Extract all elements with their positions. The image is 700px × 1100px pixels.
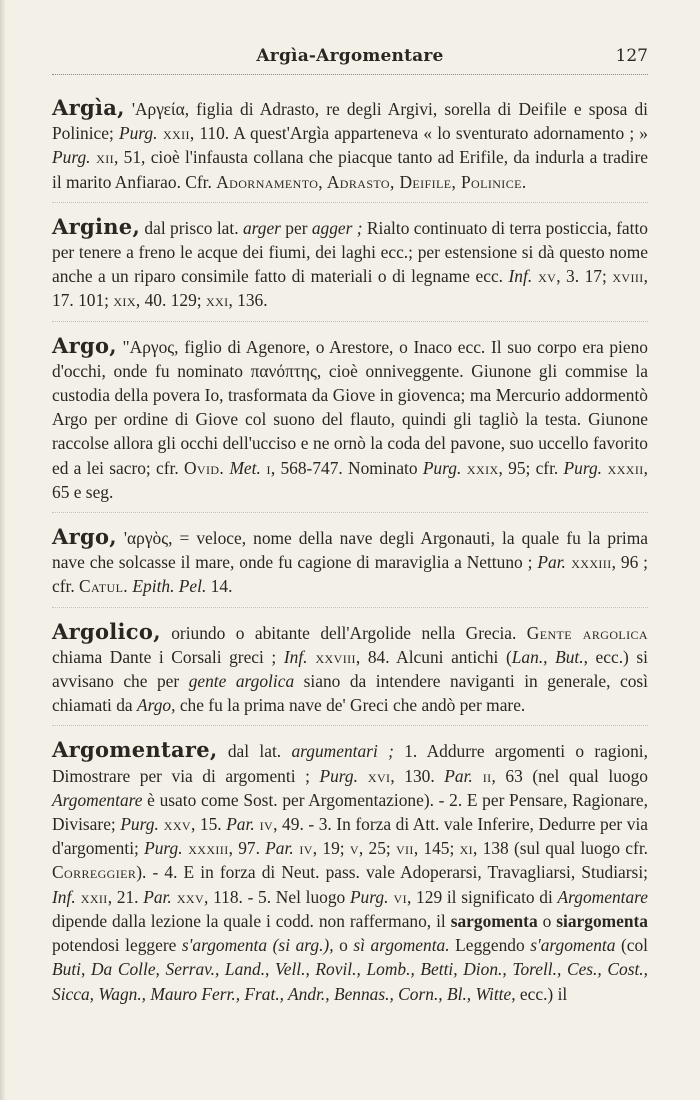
entry-italic-text: Argomentare bbox=[557, 886, 649, 907]
entry-text: 'Αργεία, figlia di Adrasto, re degli Argivi, sorella di Deifile e sposa di Polinice; bbox=[52, 99, 648, 144]
entry-headword: Argo, bbox=[52, 332, 117, 358]
entry-italic-text: Purg. bbox=[422, 457, 462, 478]
entry-text: , 25; bbox=[358, 838, 396, 859]
entry-italic-text: sì argomenta. bbox=[353, 935, 450, 956]
entry-smallcaps-text: xv bbox=[532, 266, 557, 287]
entry-text: , 49. - 3. In forza di Att. vale Inferire, Dedurre per via d'argomenti; bbox=[52, 814, 649, 859]
dictionary-entry bbox=[52, 203, 648, 322]
entry-italic-text: argumentari ; bbox=[291, 741, 394, 762]
entry-text: , 95; cfr. bbox=[498, 457, 564, 478]
entry-text: , 65 e seg. bbox=[52, 457, 648, 502]
entry-text: Leggendo bbox=[449, 935, 531, 956]
entry-italic-text: s'argomenta (si arg.), bbox=[181, 935, 334, 956]
entry-smallcaps-text: xviii bbox=[612, 266, 644, 287]
entry-text: , 138 (sul qual luogo cfr. bbox=[473, 838, 648, 859]
entry-italic-text: Par. bbox=[143, 886, 172, 907]
entry-smallcaps-text: xxviii bbox=[307, 646, 356, 667]
entry-bold-text: siargomenta bbox=[556, 910, 649, 931]
entry-text: "Αργος, figlio di Agenore, o Arestore, o Inaco ecc. Il suo corpo era pieno d'occhi, onde fu nominato πανόπτης, cioè onniveggente. Giunone gli commise la custodia della povera Io, trasformata da Giove in giovenca; ma Mercurio addormentò Argo per ordine di Giove col suono del flauto, quindi gli tagliò la testa. Giunone raccolse allora gli occhi dell'ucciso e ne ornò la coda del pavone, suo uccello favorito ed a lei sacro; cfr. bbox=[52, 336, 648, 478]
entry-smallcaps-text: xxi bbox=[205, 290, 229, 311]
entry-italic-text: Purg. bbox=[563, 457, 602, 478]
entry-smallcaps-text: i bbox=[260, 457, 271, 478]
entry-text: potendosi leggere bbox=[52, 935, 182, 956]
entry-italic-text: Lan., But. bbox=[511, 646, 584, 667]
entry-smallcaps-text: xii bbox=[90, 147, 115, 168]
entry-text: o bbox=[537, 910, 557, 931]
entry-smallcaps-text: ii bbox=[472, 765, 492, 786]
entry-italic-text: Par. bbox=[265, 838, 294, 859]
entry-text: , 97. bbox=[228, 838, 266, 859]
entry-smallcaps-text: vi bbox=[388, 886, 407, 907]
entry-smallcaps-text: Correggier bbox=[52, 862, 137, 883]
entry-text: , 118. - 5. Nel luogo bbox=[204, 886, 350, 907]
entry-text: , 3. 17; bbox=[556, 266, 613, 287]
entry-smallcaps-text: Catul. bbox=[79, 576, 129, 597]
dictionary-entry bbox=[52, 608, 648, 727]
running-header bbox=[52, 46, 648, 76]
entry-text: Rialto continuato di terra posticcia, fatto per tenere a freno le acque dei fiumi, dei laghi ecc.; per estensione si dà questo nome anche a un riparo consimile fatto di materiali o di legname ecc. bbox=[52, 217, 648, 287]
entry-italic-text: Inf. bbox=[52, 886, 76, 907]
entry-smallcaps-text: xxxiii bbox=[182, 838, 229, 859]
entry-text: chiama Dante i Corsali greci ; bbox=[52, 646, 284, 667]
entry-smallcaps-text: xxii bbox=[157, 123, 190, 144]
entry-headword: Argine, bbox=[52, 213, 141, 239]
entry-italic-text: Buti, Da Colle, Serrav., Land., Vell., Rovil., Lomb., Betti, Dion., Torell., Ces., Cost., Sicca, Wagn., Mauro Ferr., Frat., Andr., Bennas., Corn., Bl., Witte, bbox=[52, 959, 648, 1004]
entry-smallcaps-text: Adornamento, Adrasto, Deifile, Polinice. bbox=[216, 171, 527, 192]
entry-text: è usato come Sost. per Argomentazione). - 2. E per Pensare, Ragionare, Divisare; bbox=[52, 789, 648, 835]
dictionary-entry bbox=[52, 322, 648, 513]
running-title: Argìa-Argomentare bbox=[256, 46, 444, 66]
entry-text: , 130. bbox=[390, 765, 445, 786]
entry-text: dal lat. bbox=[217, 741, 292, 762]
entry-italic-text: Par. bbox=[444, 765, 473, 786]
entry-smallcaps-text: xxix bbox=[461, 457, 499, 478]
entry-text: , 51, cioè l'infausta collana che piacque tanto ad Erifile, da indurla a tradire il marito Anfiarao. Cfr. bbox=[52, 147, 648, 192]
entry-smallcaps-text: Ovid. bbox=[183, 457, 225, 478]
entry-text: 1. Addurre argomenti o ragioni, Dimostrare per via di argomenti ; bbox=[52, 741, 648, 786]
entry-smallcaps-text: xxii bbox=[75, 886, 108, 907]
entry-text: , 63 (nel qual luogo bbox=[491, 765, 648, 786]
entry-smallcaps-text: iv bbox=[254, 814, 274, 835]
entry-italic-text: Argo, bbox=[136, 695, 176, 716]
entry-italic-text: Inf. bbox=[283, 646, 308, 667]
entry-smallcaps-text: xxv bbox=[171, 886, 205, 907]
entry-text: , ecc.) si avvisano che per bbox=[52, 646, 649, 692]
entry-italic-text: Purg. bbox=[52, 147, 91, 168]
entry-headword: Argolico, bbox=[52, 618, 161, 644]
entry-text: , 110. A quest'Argìa apparteneva « lo sventurato adornamento ; » bbox=[189, 123, 648, 144]
entry-text: , 19; bbox=[312, 838, 350, 859]
entry-text: che fu la prima nave de' Greci che andò per mare. bbox=[175, 695, 526, 716]
entry-smallcaps-text: xix bbox=[113, 290, 136, 311]
entry-italic-text: Epith. Pel. bbox=[132, 576, 207, 597]
entry-text: dal prisco lat. bbox=[140, 217, 243, 238]
entry-text: , 17. 101; bbox=[52, 266, 648, 311]
entry-headword: Argìa, bbox=[52, 95, 125, 120]
entry-text: ecc.) il bbox=[515, 983, 568, 1004]
entry-smallcaps-text: xxxiii bbox=[565, 552, 612, 573]
entry-bold-text: sargomenta bbox=[450, 910, 538, 931]
dictionary-entry bbox=[52, 726, 648, 1013]
entry-italic-text: Purg. bbox=[319, 765, 358, 786]
entry-italic-text: Purg. bbox=[120, 814, 159, 835]
entry-text: , 40. 129; bbox=[135, 290, 206, 311]
entry-text: siano da intendere naviganti in generale, così chiamati da bbox=[52, 671, 648, 716]
entry-text: ). - 4. E in forza di Neut. pass. vale Adoperarsi, Travagliarsi, Studiarsi; bbox=[136, 862, 648, 883]
entry-smallcaps-text: xi bbox=[459, 838, 474, 859]
entry-smallcaps-text: iv bbox=[293, 838, 313, 859]
entry-smallcaps-text: vii bbox=[395, 838, 414, 859]
entry-italic-text: Purg. bbox=[349, 886, 389, 907]
dictionary-entry bbox=[52, 513, 648, 608]
entry-italic-text: Met. bbox=[229, 457, 261, 478]
entry-text: , 96 ; cfr. bbox=[52, 552, 648, 597]
entry-text: (col bbox=[615, 935, 649, 956]
entry-text: , 568-747. Nominato bbox=[270, 457, 423, 478]
entry-italic-text: Purg. bbox=[144, 838, 183, 859]
entry-italic-text: Par. bbox=[226, 814, 255, 835]
entry-text: , 84. Alcuni antichi ( bbox=[355, 646, 512, 667]
entry-smallcaps-text: xxv bbox=[158, 814, 191, 835]
entry-text: , 15. bbox=[190, 814, 227, 835]
entry-headword: Argomentare, bbox=[52, 737, 218, 763]
entry-text: o bbox=[333, 935, 354, 956]
dictionary-entry bbox=[52, 92, 648, 203]
dictionary-body bbox=[52, 92, 648, 1014]
entry-italic-text: Purg. bbox=[118, 123, 158, 144]
entry-italic-text: arger bbox=[242, 217, 281, 238]
entry-italic-text: Argomentare bbox=[52, 789, 143, 810]
entry-text: , 21. bbox=[107, 886, 144, 907]
entry-headword: Argo, bbox=[52, 524, 117, 550]
page-spine-shadow bbox=[0, 0, 6, 1100]
entry-italic-text: s'argomenta bbox=[530, 935, 616, 956]
entry-text: 14. bbox=[206, 576, 233, 597]
entry-smallcaps-text: v bbox=[349, 838, 359, 859]
header-rule bbox=[52, 74, 648, 75]
entry-italic-text: agger ; bbox=[311, 217, 363, 238]
entry-smallcaps-text: xxxii bbox=[602, 457, 644, 478]
entry-text: oriundo o abitante dell'Argolide nella Grecia. bbox=[160, 622, 527, 643]
entry-italic-text: gente argolica bbox=[188, 671, 295, 692]
entry-text: , 136. bbox=[228, 290, 268, 311]
entry-text: 'αργὸς, = veloce, nome della nave degli Argonauti, la quale fu la prima nave che solcasse il mare, onde fu cagione di maraviglia a Nettuno ; bbox=[52, 528, 648, 573]
entry-smallcaps-text: Gente argolica bbox=[526, 622, 648, 643]
entry-text: , 129 il significato di bbox=[407, 886, 558, 907]
entry-text: , 145; bbox=[413, 838, 460, 859]
entry-text: per bbox=[280, 217, 312, 238]
entry-smallcaps-text: xvi bbox=[357, 765, 391, 786]
page-number: 127 bbox=[615, 46, 648, 66]
entry-text: dipende dalla lezione la quale i codd. non raffermano, il bbox=[52, 910, 451, 931]
entry-italic-text: Inf. bbox=[508, 266, 533, 287]
entry-italic-text: Par. bbox=[537, 552, 566, 573]
